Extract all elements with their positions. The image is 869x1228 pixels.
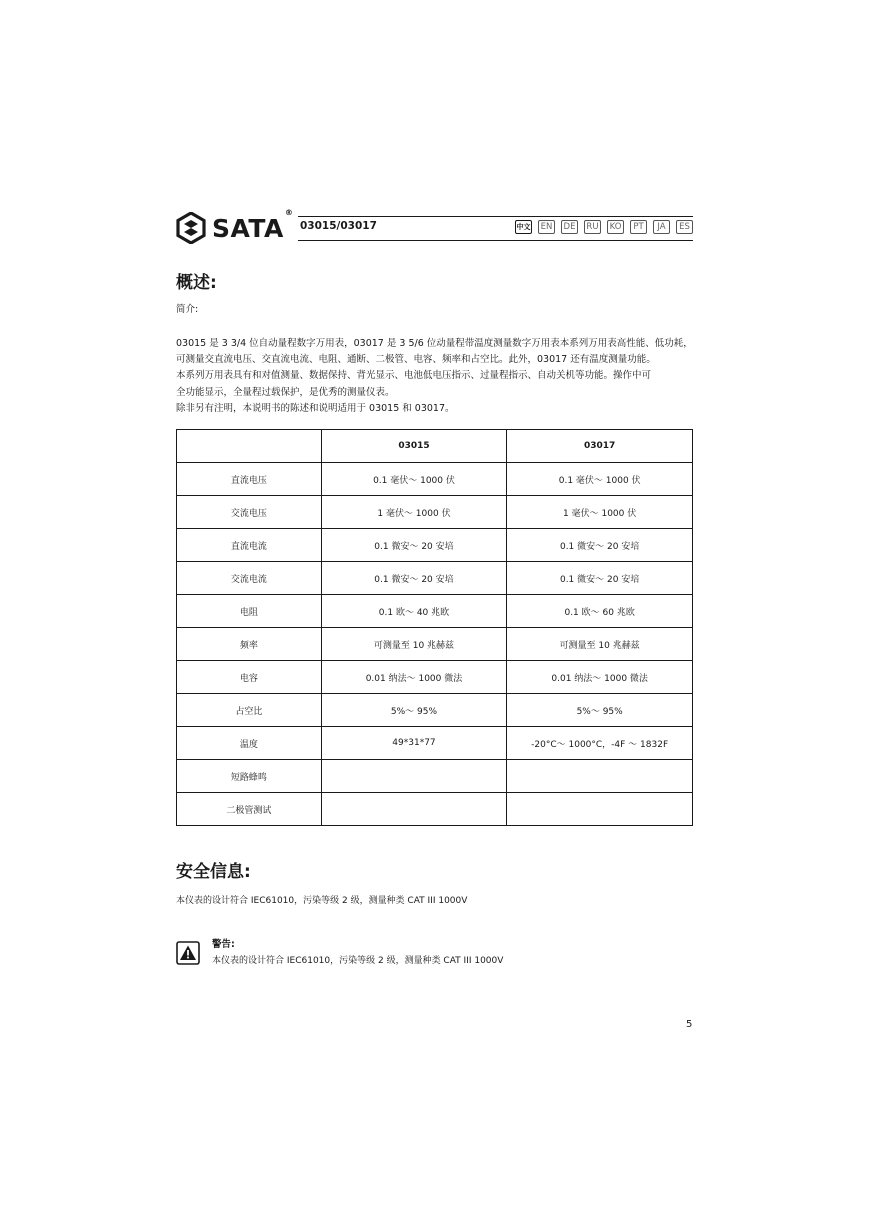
value-cell: 0.1 毫伏～ 1000 伏 [507, 463, 693, 496]
value-cell: 1 毫伏～ 1000 伏 [321, 496, 507, 529]
lang-tab-de[interactable]: DE [561, 220, 578, 234]
model-bar [298, 216, 693, 241]
warning-title: 警告: [212, 939, 235, 950]
sata-logo: SATA® [176, 210, 298, 246]
lang-tab-es[interactable]: ES [676, 220, 693, 234]
value-cell [321, 793, 507, 826]
row-label-cell: 二极管测试 [177, 793, 322, 826]
value-cell: 可测量至 10 兆赫兹 [321, 628, 507, 661]
value-cell: 0.1 欧～ 40 兆欧 [321, 595, 507, 628]
table-header-cell: 03015 [321, 430, 507, 463]
table-row [177, 760, 693, 793]
value-cell: 0.1 微安～ 20 安培 [507, 562, 693, 595]
value-cell: 5%～ 95% [321, 694, 507, 727]
table-row [177, 496, 693, 529]
safety-heading: 安全信息: [176, 862, 251, 882]
intro-label: 简介: [176, 304, 199, 315]
sata-logo-icon [176, 212, 206, 244]
value-cell: 0.01 纳法～ 1000 微法 [321, 661, 507, 694]
table-row [177, 529, 693, 562]
table-row [177, 562, 693, 595]
value-cell [321, 760, 507, 793]
page-number: 5 [686, 1019, 693, 1030]
value-cell: 0.1 毫伏～ 1000 伏 [321, 463, 507, 496]
row-label-cell: 直流电压 [177, 463, 322, 496]
intro-line: 全功能显示，全量程过载保护，是优秀的测量仪表。 [176, 386, 395, 398]
safety-text: 本仪表的设计符合 IEC61010，污染等级 2 级，测量种类 CAT III 1000V [176, 896, 468, 906]
table-row [177, 793, 693, 826]
lang-tab-ru[interactable]: RU [584, 220, 601, 234]
lang-tab-ko[interactable]: KO [607, 220, 624, 234]
table-row [177, 628, 693, 661]
warning-text: 本仪表的设计符合 IEC61010，污染等级 2 级，测量种类 CAT III 1000V [212, 956, 504, 966]
value-cell: 0.01 纳法～ 1000 微法 [507, 661, 693, 694]
intro-line: 03015 是 3 3/4 位自动量程数字万用表，03017 是 3 5/6 位动量程带温度测量数字万用表本系列万用表高性能、低功耗， [176, 338, 693, 349]
value-cell: 5%～ 95% [507, 694, 693, 727]
overview-heading: 概述: [176, 273, 217, 293]
row-label-cell: 短路蜂鸣 [177, 760, 322, 793]
value-cell: 0.1 欧～ 60 兆欧 [507, 595, 693, 628]
value-cell: 1 毫伏～ 1000 伏 [507, 496, 693, 529]
row-label-cell: 交流电压 [177, 496, 322, 529]
value-cell: 49*31*77 [321, 727, 507, 760]
lang-tab-en[interactable]: EN [538, 220, 555, 234]
intro-line: 可测量交直流电压、交直流电流、电阻、通断、二极管、电容、频率和占空比。此外，03017 还有温度测量功能。 [176, 354, 656, 366]
value-cell: -20°C～ 1000°C，-4F ～ 1832F [507, 727, 693, 760]
row-label-cell: 直流电流 [177, 529, 322, 562]
lang-tab-ja[interactable]: JA [653, 220, 670, 234]
table-header-cell: 03017 [507, 430, 693, 463]
row-label-cell: 频率 [177, 628, 322, 661]
value-cell: 0.1 微安～ 20 安培 [507, 529, 693, 562]
row-label-cell: 电阻 [177, 595, 322, 628]
row-label-cell: 交流电流 [177, 562, 322, 595]
model-number: 03015/03017 [300, 220, 377, 232]
table-row [177, 727, 693, 760]
row-label-cell: 占空比 [177, 694, 322, 727]
warning-triangle-icon [176, 941, 200, 965]
intro-line: 本系列万用表具有和对值测量、数据保持、背光显示、电池低电压指示、过量程指示、自动关机等功能。操作中可 [176, 370, 652, 382]
table-header-cell [177, 430, 322, 463]
value-cell: 可测量至 10 兆赫兹 [507, 628, 693, 661]
table-row [177, 661, 693, 694]
lang-tab-pt[interactable]: PT [630, 220, 647, 234]
intro-text [176, 336, 696, 417]
table-row [177, 463, 693, 496]
value-cell [507, 760, 693, 793]
table-row [177, 595, 693, 628]
table-header-row [177, 430, 693, 463]
lang-tab-zh[interactable]: 中文 [515, 220, 532, 234]
row-label-cell: 温度 [177, 727, 322, 760]
value-cell: 0.1 微安～ 20 安培 [321, 562, 507, 595]
page-header [176, 207, 693, 246]
row-label-cell: 电容 [177, 661, 322, 694]
value-cell [507, 793, 693, 826]
value-cell: 0.1 微安～ 20 安培 [321, 529, 507, 562]
spec-table [176, 429, 693, 826]
intro-line: 除非另有注明，本说明书的陈述和说明适用于 03015 和 03017。 [176, 402, 455, 414]
language-tabs [515, 220, 693, 234]
table-row [177, 694, 693, 727]
